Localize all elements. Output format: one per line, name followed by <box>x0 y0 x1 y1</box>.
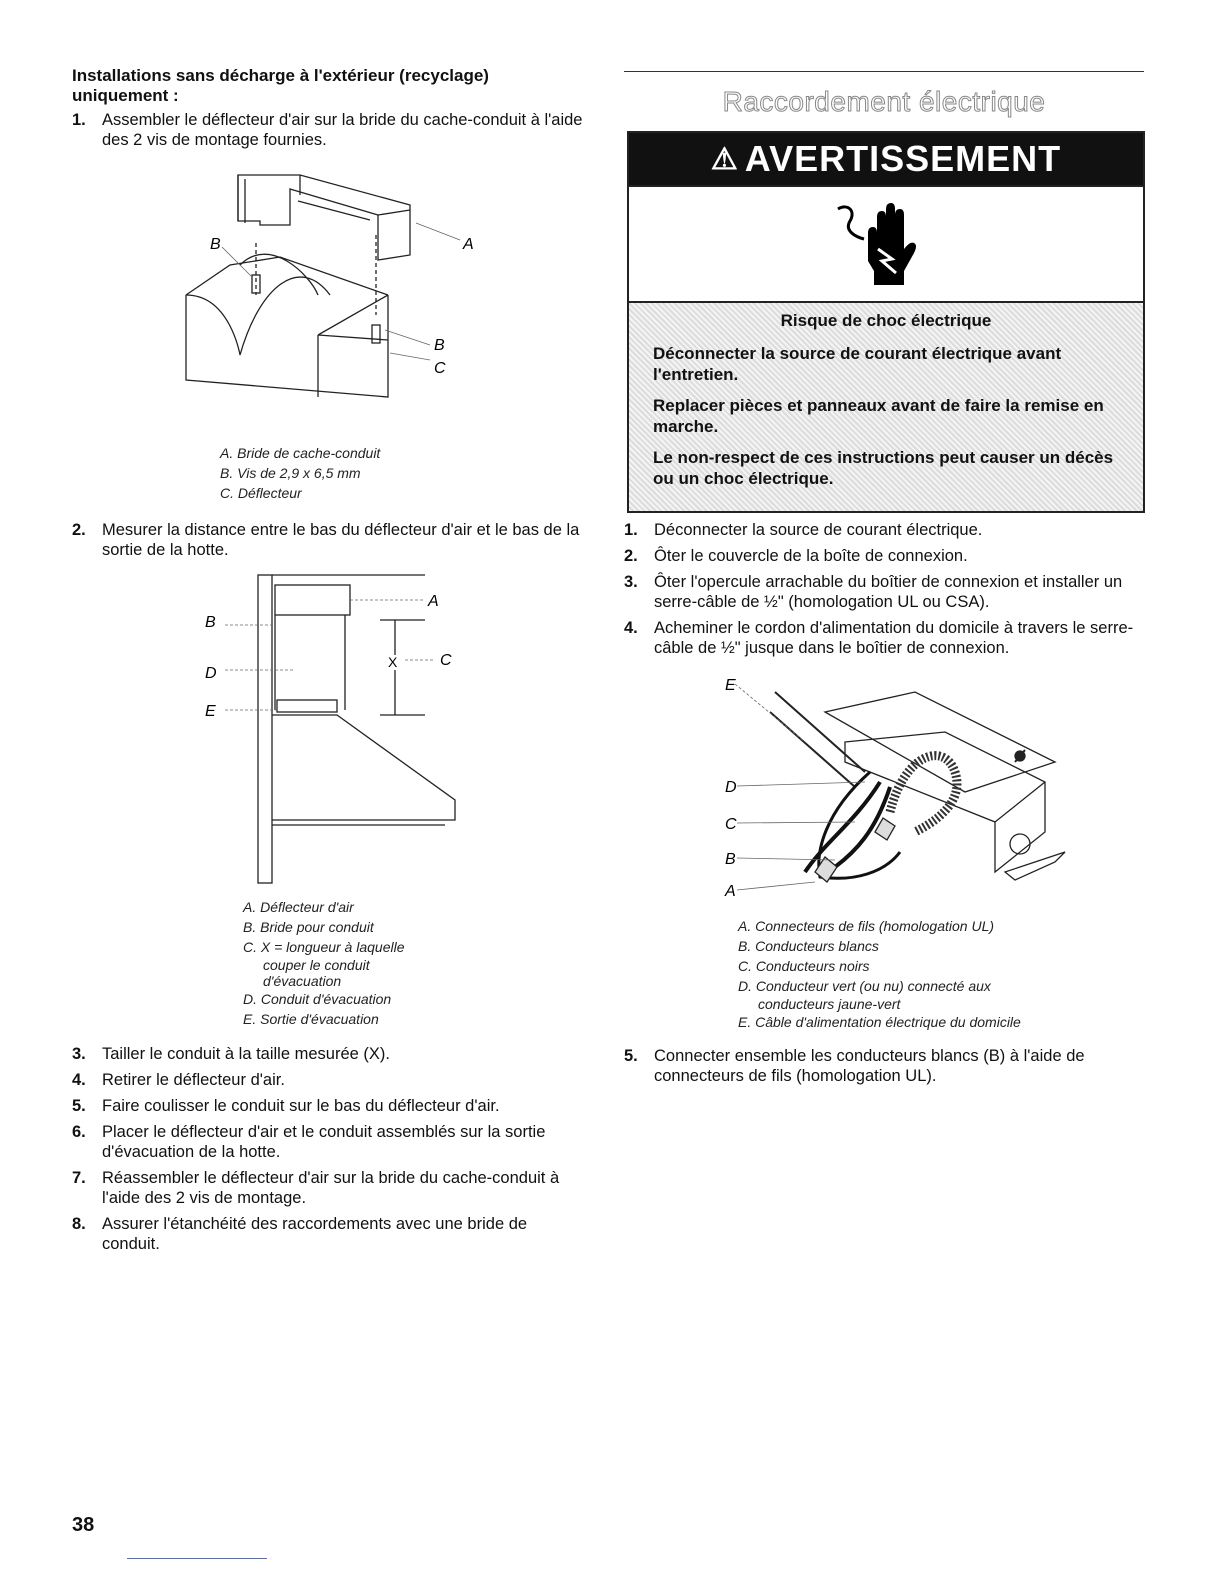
legend-item: D. Conducteur vert (ou nu) connecté aux <box>738 978 991 994</box>
fig1-label-c: C <box>434 360 446 377</box>
warning-header <box>629 133 1143 185</box>
recycling-heading: Installations sans décharge à l'extérieur (recyclage) uniquement : <box>72 66 489 105</box>
legend-item: A. Déflecteur d'air <box>243 899 354 915</box>
fig1-label-a: A <box>463 236 474 253</box>
footer-rule <box>127 1558 267 1559</box>
legend-item: A. Connecteurs de fils (homologation UL) <box>738 918 995 934</box>
warning-triangle-icon: ⚠ <box>710 142 739 176</box>
steps-3-8-block <box>72 1044 588 1260</box>
fig3-label-e: E <box>725 677 736 694</box>
warning-icon-panel <box>629 185 1143 303</box>
figure1-legend <box>220 443 380 503</box>
list-item: 4. Acheminer le cordon d'alimentation du domicile à travers le serre-câble de ½" jusque dans le boîtier de connexion. <box>624 619 1134 657</box>
figure3-legend <box>738 916 1021 1032</box>
fig2-label-c: C <box>440 652 452 669</box>
list-item: 6. Placer le déflecteur d'air et le conduit assemblés sur la sortie d'évacuation de la hotte. <box>72 1123 546 1161</box>
warning-line: Déconnecter la source de courant électrique avant l'entretien. <box>653 344 1062 384</box>
left-column <box>72 66 588 156</box>
warning-line: Le non-respect de ces instructions peut causer un décès ou un choc électrique. <box>653 448 1114 488</box>
list-item: 2. Mesurer la distance entre le bas du déflecteur d'air et le bas de la sortie de la hotte. <box>72 521 580 559</box>
list-item: 8. Assurer l'étanchéité des raccordements avec une bride de conduit. <box>72 1215 528 1253</box>
electrical-steps <box>624 520 1144 664</box>
list-item: 1. Assembler le déflecteur d'air sur la bride du cache-conduit à l'aide des 2 vis de montage fournies. <box>72 111 583 149</box>
fig3-label-b: B <box>725 851 736 868</box>
step-list-1 <box>72 110 588 150</box>
figure-deflector-assembly <box>170 165 490 410</box>
legend-item: conducteurs jaune-vert <box>758 996 901 1012</box>
legend-item: d'évacuation <box>263 973 342 989</box>
fig3-label-d: D <box>725 779 737 796</box>
list-item: 2. Ôter le couvercle de la boîte de connexion. <box>624 547 968 565</box>
legend-item: E. Sortie d'évacuation <box>243 1011 379 1027</box>
warning-title: AVERTISSEMENT <box>744 138 1062 179</box>
fig2-label-e: E <box>205 703 216 720</box>
figure-wiring <box>715 672 1075 904</box>
list-item: 4. Retirer le déflecteur d'air. <box>72 1071 285 1089</box>
legend-item: couper le conduit <box>263 957 370 973</box>
page-number: 38 <box>72 1514 95 1536</box>
legend-item: A. Bride de cache-conduit <box>220 445 381 461</box>
step5-block <box>624 1046 1144 1092</box>
fig3-label-a: A <box>725 883 736 900</box>
figure2-legend <box>243 897 405 1029</box>
list-item: 3. Ôter l'opercule arrachable du boîtier de connexion et installer un serre-câble de ½" (homologation UL ou CSA). <box>624 573 1123 611</box>
figure-measurement <box>195 570 475 888</box>
list-item: 3. Tailler le conduit à la taille mesurée (X). <box>72 1045 390 1063</box>
fig2-label-x: X <box>388 654 398 670</box>
fig2-label-b: B <box>205 614 216 631</box>
legend-item: C. Déflecteur <box>220 485 302 501</box>
legend-item: B. Vis de 2,9 x 6,5 mm <box>220 465 361 481</box>
warning-box <box>627 131 1145 513</box>
fig3-label-c: C <box>725 816 737 833</box>
legend-item: C. X = longueur à laquelle <box>243 939 405 955</box>
legend-item: C. Conducteurs noirs <box>738 958 870 974</box>
legend-item: B. Conducteurs blancs <box>738 938 879 954</box>
list-item: 5. Faire coulisser le conduit sur le bas du déflecteur d'air. <box>72 1097 500 1115</box>
legend-item: D. Conduit d'évacuation <box>243 991 392 1007</box>
electric-shock-hand-icon <box>834 199 929 291</box>
step2-block <box>72 520 588 566</box>
section-rule <box>624 71 1144 72</box>
warning-line: Replacer pièces et panneaux avant de faire la remise en marche. <box>653 396 1104 436</box>
fig1-label-b-right: B <box>434 337 445 354</box>
fig2-label-d: D <box>205 665 217 682</box>
section-title: Raccordement électrique <box>722 86 1046 117</box>
list-item: 7. Réassembler le déflecteur d'air sur la bride du cache-conduit à l'aide des 2 vis de montage. <box>72 1169 560 1207</box>
list-item: 1. Déconnecter la source de courant électrique. <box>624 521 983 539</box>
fig1-label-b-top: B <box>210 236 221 253</box>
legend-item: B. Bride pour conduit <box>243 919 374 935</box>
list-item: 5. Connecter ensemble les conducteurs blancs (B) à l'aide de connecteurs de fils (homologation UL). <box>624 1047 1085 1085</box>
warning-risk: Risque de choc électrique <box>780 311 992 330</box>
legend-item: E. Câble d'alimentation électrique du domicile <box>738 1014 1021 1030</box>
fig2-label-a: A <box>428 593 439 610</box>
warning-text <box>629 307 1143 499</box>
